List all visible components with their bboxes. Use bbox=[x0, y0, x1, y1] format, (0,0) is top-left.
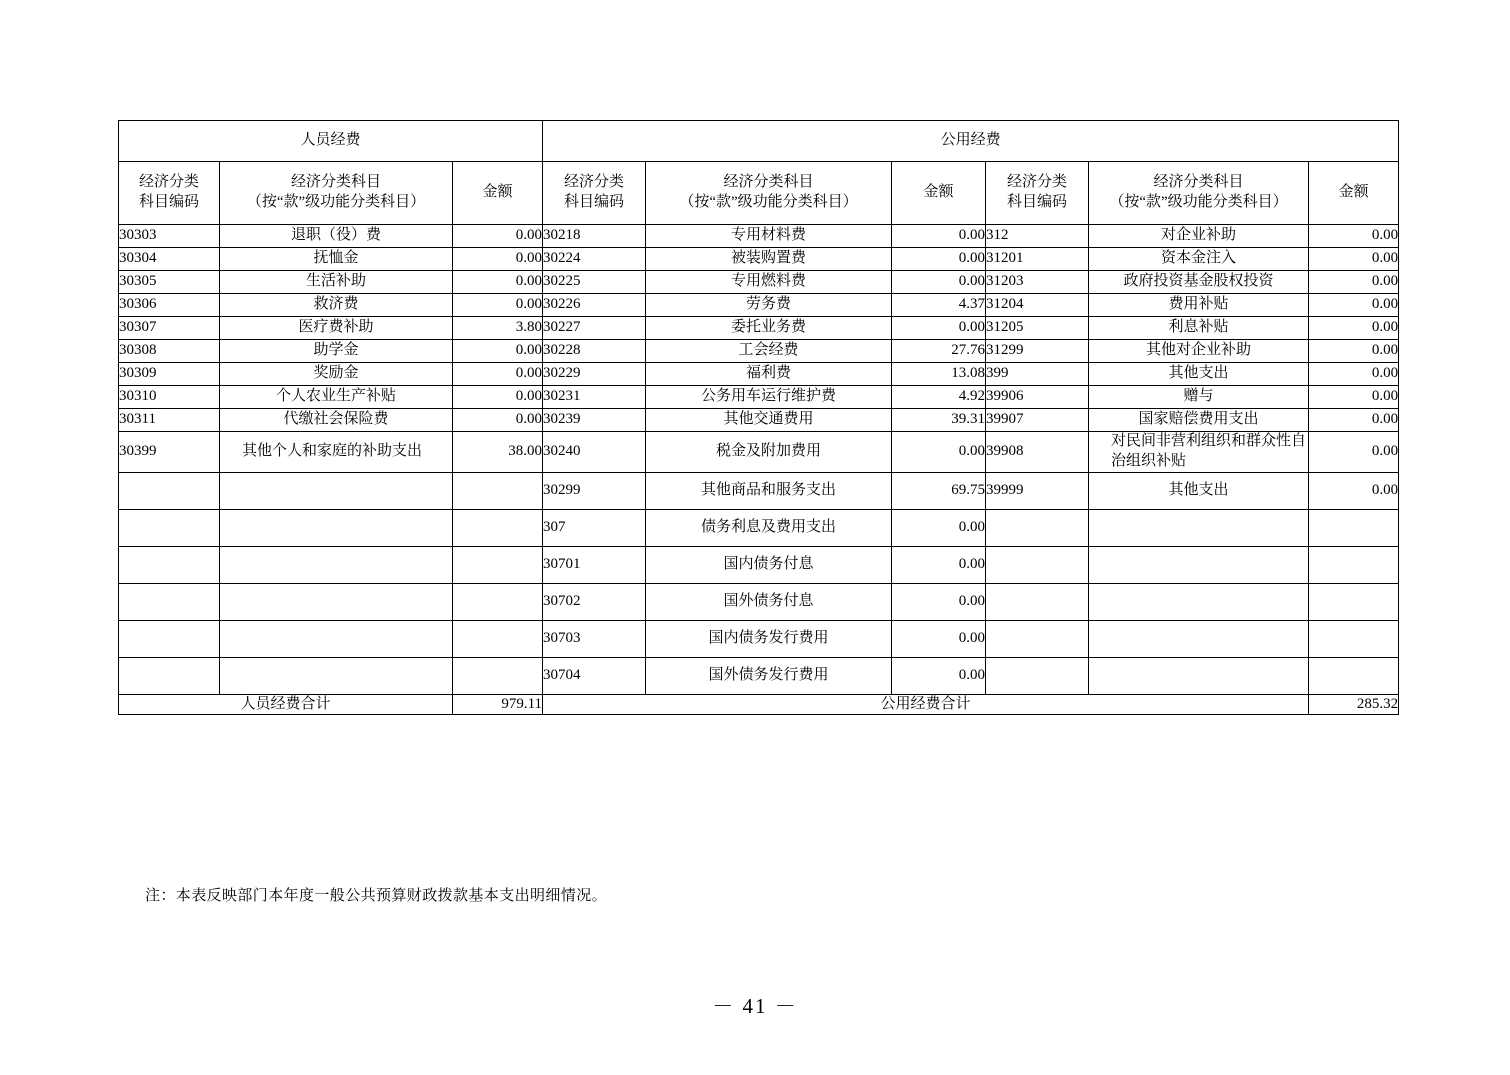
cell-personnel-amount: 3.80 bbox=[453, 317, 543, 340]
cell-public2-code bbox=[986, 657, 1089, 694]
cell-public2-amount: 0.00 bbox=[1309, 472, 1399, 509]
col-header-code-line1: 经济分类 bbox=[564, 174, 625, 191]
total-label-personnel: 人员经费合计 bbox=[119, 694, 453, 715]
cell-public1-code: 30299 bbox=[543, 472, 646, 509]
table-row bbox=[119, 432, 1399, 473]
cell-public1-amount: 0.00 bbox=[892, 583, 986, 620]
col-header-personnel-amount: 金额 bbox=[453, 162, 543, 225]
cell-public1-amount: 4.37 bbox=[892, 294, 986, 317]
cell-public2-code: 312 bbox=[986, 225, 1089, 248]
cell-public2-amount: 0.00 bbox=[1309, 317, 1399, 340]
cell-personnel-amount bbox=[453, 657, 543, 694]
cell-personnel-amount bbox=[453, 620, 543, 657]
cell-public2-amount bbox=[1309, 620, 1399, 657]
cell-personnel-amount: 0.00 bbox=[453, 340, 543, 363]
table-row bbox=[119, 472, 1399, 509]
cell-public1-name: 被装购置费 bbox=[646, 248, 892, 271]
table-row bbox=[119, 225, 1399, 248]
cell-personnel-name bbox=[220, 583, 453, 620]
table-row bbox=[119, 386, 1399, 409]
cell-public2-code: 399 bbox=[986, 363, 1089, 386]
table-row bbox=[119, 294, 1399, 317]
cell-public2-amount: 0.00 bbox=[1309, 271, 1399, 294]
group-header-public: 公用经费 bbox=[543, 121, 1399, 162]
table-row bbox=[119, 363, 1399, 386]
cell-personnel-code: 30305 bbox=[119, 271, 220, 294]
table-row bbox=[119, 620, 1399, 657]
cell-personnel-amount bbox=[453, 509, 543, 546]
table-body bbox=[119, 225, 1399, 695]
table-column-header-row bbox=[119, 162, 1399, 225]
col-header-name-line2: （按“款”级功能分类科目） bbox=[679, 194, 858, 210]
cell-public1-code: 30703 bbox=[543, 620, 646, 657]
cell-public1-name: 福利费 bbox=[646, 363, 892, 386]
cell-public2-amount bbox=[1309, 583, 1399, 620]
cell-personnel-code: 30307 bbox=[119, 317, 220, 340]
table-row bbox=[119, 546, 1399, 583]
cell-personnel-name: 奖励金 bbox=[220, 363, 453, 386]
cell-public2-name: 对民间非营利组织和群众性自治组织补贴 bbox=[1089, 432, 1309, 473]
cell-personnel-code bbox=[119, 509, 220, 546]
table-row bbox=[119, 340, 1399, 363]
cell-public2-amount: 0.00 bbox=[1309, 340, 1399, 363]
cell-public1-name: 税金及附加费用 bbox=[646, 432, 892, 473]
cell-public1-code: 30227 bbox=[543, 317, 646, 340]
cell-public2-amount: 0.00 bbox=[1309, 432, 1399, 473]
group-header-personnel: 人员经费 bbox=[119, 121, 543, 162]
cell-personnel-amount: 0.00 bbox=[453, 271, 543, 294]
cell-public2-name: 国家赔偿费用支出 bbox=[1089, 409, 1309, 432]
cell-personnel-name: 助学金 bbox=[220, 340, 453, 363]
cell-personnel-code: 30306 bbox=[119, 294, 220, 317]
cell-public2-name: 利息补贴 bbox=[1089, 317, 1309, 340]
table-row bbox=[119, 409, 1399, 432]
cell-personnel-code: 30399 bbox=[119, 432, 220, 473]
cell-public1-name: 国内债务发行费用 bbox=[646, 620, 892, 657]
cell-public1-code: 30704 bbox=[543, 657, 646, 694]
cell-public2-name: 其他支出 bbox=[1089, 363, 1309, 386]
cell-public1-code: 30231 bbox=[543, 386, 646, 409]
cell-public2-amount: 0.00 bbox=[1309, 386, 1399, 409]
col-header-public1-amount: 金额 bbox=[892, 162, 986, 225]
cell-personnel-amount: 0.00 bbox=[453, 409, 543, 432]
cell-public2-code: 39906 bbox=[986, 386, 1089, 409]
table-note: 注：本表反映部门本年度一般公共预算财政拨款基本支出明细情况。 bbox=[145, 888, 608, 904]
cell-personnel-amount: 0.00 bbox=[453, 294, 543, 317]
cell-public2-code: 31299 bbox=[986, 340, 1089, 363]
cell-personnel-amount: 0.00 bbox=[453, 225, 543, 248]
cell-public2-name bbox=[1089, 657, 1309, 694]
cell-personnel-amount bbox=[453, 546, 543, 583]
cell-public1-name: 国内债务付息 bbox=[646, 546, 892, 583]
col-header-public1-code bbox=[543, 162, 646, 225]
cell-public2-code bbox=[986, 546, 1089, 583]
cell-personnel-amount: 0.00 bbox=[453, 386, 543, 409]
cell-public1-amount: 0.00 bbox=[892, 620, 986, 657]
cell-personnel-code: 30304 bbox=[119, 248, 220, 271]
total-amount-personnel: 979.11 bbox=[453, 694, 543, 715]
cell-personnel-name bbox=[220, 509, 453, 546]
col-header-name-line1: 经济分类科目 bbox=[290, 174, 381, 191]
cell-public1-code: 30702 bbox=[543, 583, 646, 620]
cell-personnel-code: 30311 bbox=[119, 409, 220, 432]
cell-public1-name: 公务用车运行维护费 bbox=[646, 386, 892, 409]
cell-public2-name bbox=[1089, 546, 1309, 583]
col-header-name-line2: （按“款”级功能分类科目） bbox=[246, 194, 426, 210]
cell-public1-amount: 0.00 bbox=[892, 225, 986, 248]
cell-public2-code bbox=[986, 620, 1089, 657]
cell-public1-code: 30226 bbox=[543, 294, 646, 317]
col-header-personnel-code bbox=[119, 162, 220, 225]
cell-public1-amount: 0.00 bbox=[892, 248, 986, 271]
cell-personnel-name: 抚恤金 bbox=[220, 248, 453, 271]
cell-public2-amount: 0.00 bbox=[1309, 248, 1399, 271]
col-header-personnel-name bbox=[220, 162, 453, 225]
cell-personnel-code: 30303 bbox=[119, 225, 220, 248]
cell-personnel-amount: 0.00 bbox=[453, 248, 543, 271]
cell-public1-name: 债务利息及费用支出 bbox=[646, 509, 892, 546]
cell-public2-code: 31205 bbox=[986, 317, 1089, 340]
cell-personnel-name: 其他个人和家庭的补助支出 bbox=[220, 432, 453, 473]
col-header-public2-code bbox=[986, 162, 1089, 225]
cell-public2-name bbox=[1089, 509, 1309, 546]
cell-public2-code: 39908 bbox=[986, 432, 1089, 473]
cell-public1-name: 其他交通费用 bbox=[646, 409, 892, 432]
cell-public2-name: 对企业补助 bbox=[1089, 225, 1309, 248]
col-header-name-line1: 经济分类科目 bbox=[723, 174, 814, 191]
cell-public2-code: 31204 bbox=[986, 294, 1089, 317]
cell-public1-amount: 0.00 bbox=[892, 317, 986, 340]
cell-personnel-name: 代缴社会保险费 bbox=[220, 409, 453, 432]
cell-public2-name: 其他支出 bbox=[1089, 472, 1309, 509]
cell-public2-amount: 0.00 bbox=[1309, 409, 1399, 432]
table-row bbox=[119, 271, 1399, 294]
cell-public2-amount bbox=[1309, 509, 1399, 546]
cell-personnel-amount bbox=[453, 583, 543, 620]
cell-public2-code: 39999 bbox=[986, 472, 1089, 509]
cell-public2-amount: 0.00 bbox=[1309, 225, 1399, 248]
cell-public2-amount: 0.00 bbox=[1309, 294, 1399, 317]
cell-public1-name: 专用燃料费 bbox=[646, 271, 892, 294]
table-total-row bbox=[119, 694, 1399, 715]
cell-public1-name: 工会经费 bbox=[646, 340, 892, 363]
cell-personnel-name: 退职（役）费 bbox=[220, 225, 453, 248]
total-label-public: 公用经费合计 bbox=[543, 694, 1309, 715]
cell-public1-code: 30229 bbox=[543, 363, 646, 386]
cell-public1-code: 30224 bbox=[543, 248, 646, 271]
cell-personnel-amount: 38.00 bbox=[453, 432, 543, 473]
cell-public1-name: 专用材料费 bbox=[646, 225, 892, 248]
cell-public2-code: 31203 bbox=[986, 271, 1089, 294]
col-header-code-line2: 科目编码 bbox=[564, 194, 625, 210]
col-header-name-line2: （按“款”级功能分类科目） bbox=[1109, 194, 1288, 210]
col-header-name-line1: 经济分类科目 bbox=[1153, 174, 1244, 191]
table-row bbox=[119, 657, 1399, 694]
cell-public2-name bbox=[1089, 620, 1309, 657]
table-row bbox=[119, 509, 1399, 546]
col-header-public2-amount: 金额 bbox=[1309, 162, 1399, 225]
cell-personnel-amount bbox=[453, 472, 543, 509]
table-row bbox=[119, 583, 1399, 620]
table-row bbox=[119, 317, 1399, 340]
cell-public2-amount bbox=[1309, 657, 1399, 694]
cell-personnel-code: 30309 bbox=[119, 363, 220, 386]
page-number: － 41 － bbox=[712, 994, 798, 1018]
col-header-public1-name bbox=[646, 162, 892, 225]
cell-public1-code: 30225 bbox=[543, 271, 646, 294]
cell-public1-code: 30218 bbox=[543, 225, 646, 248]
cell-personnel-code: 30310 bbox=[119, 386, 220, 409]
cell-personnel-code bbox=[119, 620, 220, 657]
cell-personnel-name: 个人农业生产补贴 bbox=[220, 386, 453, 409]
cell-public2-code: 39907 bbox=[986, 409, 1089, 432]
col-header-public2-name bbox=[1089, 162, 1309, 225]
cell-public2-amount: 0.00 bbox=[1309, 363, 1399, 386]
cell-public1-name: 其他商品和服务支出 bbox=[646, 472, 892, 509]
cell-personnel-name bbox=[220, 472, 453, 509]
col-header-code-line2: 科目编码 bbox=[1007, 194, 1068, 210]
cell-personnel-amount: 0.00 bbox=[453, 363, 543, 386]
cell-personnel-name bbox=[220, 657, 453, 694]
cell-personnel-name: 医疗费补助 bbox=[220, 317, 453, 340]
col-header-code-line1: 经济分类 bbox=[1007, 174, 1068, 191]
table-group-header-row bbox=[119, 121, 1399, 162]
cell-public2-amount bbox=[1309, 546, 1399, 583]
cell-public2-name: 费用补贴 bbox=[1089, 294, 1309, 317]
cell-public1-amount: 69.75 bbox=[892, 472, 986, 509]
cell-personnel-name: 救济费 bbox=[220, 294, 453, 317]
cell-personnel-name bbox=[220, 620, 453, 657]
cell-personnel-code: 30308 bbox=[119, 340, 220, 363]
cell-public2-code bbox=[986, 583, 1089, 620]
cell-public1-amount: 0.00 bbox=[892, 657, 986, 694]
cell-public2-name: 政府投资基金股权投资 bbox=[1089, 271, 1309, 294]
cell-public1-code: 30240 bbox=[543, 432, 646, 473]
cell-public1-amount: 27.76 bbox=[892, 340, 986, 363]
cell-public1-amount: 0.00 bbox=[892, 271, 986, 294]
total-amount-public: 285.32 bbox=[1309, 694, 1399, 715]
cell-public1-amount: 13.08 bbox=[892, 363, 986, 386]
budget-table-container bbox=[118, 120, 1399, 715]
cell-personnel-code bbox=[119, 583, 220, 620]
cell-personnel-code bbox=[119, 546, 220, 583]
cell-personnel-name bbox=[220, 546, 453, 583]
cell-public1-name: 劳务费 bbox=[646, 294, 892, 317]
cell-personnel-code bbox=[119, 657, 220, 694]
cell-public2-code bbox=[986, 509, 1089, 546]
cell-public1-name: 委托业务费 bbox=[646, 317, 892, 340]
cell-public1-name: 国外债务付息 bbox=[646, 583, 892, 620]
col-header-code-line2: 科目编码 bbox=[138, 194, 199, 210]
col-header-code-line1: 经济分类 bbox=[138, 174, 199, 191]
basic-expenditure-table bbox=[118, 120, 1399, 715]
cell-public1-amount: 0.00 bbox=[892, 546, 986, 583]
cell-personnel-name: 生活补助 bbox=[220, 271, 453, 294]
cell-public2-name: 资本金注入 bbox=[1089, 248, 1309, 271]
cell-public1-amount: 0.00 bbox=[892, 509, 986, 546]
cell-public2-code: 31201 bbox=[986, 248, 1089, 271]
cell-public1-code: 307 bbox=[543, 509, 646, 546]
cell-public2-name: 赠与 bbox=[1089, 386, 1309, 409]
cell-public1-amount: 4.92 bbox=[892, 386, 986, 409]
cell-public1-code: 30239 bbox=[543, 409, 646, 432]
cell-public1-code: 30701 bbox=[543, 546, 646, 583]
cell-public2-name: 其他对企业补助 bbox=[1089, 340, 1309, 363]
cell-public1-amount: 39.31 bbox=[892, 409, 986, 432]
cell-public2-name bbox=[1089, 583, 1309, 620]
table-row bbox=[119, 248, 1399, 271]
cell-public1-code: 30228 bbox=[543, 340, 646, 363]
cell-public1-name: 国外债务发行费用 bbox=[646, 657, 892, 694]
cell-public1-amount: 0.00 bbox=[892, 432, 986, 473]
cell-personnel-code bbox=[119, 472, 220, 509]
